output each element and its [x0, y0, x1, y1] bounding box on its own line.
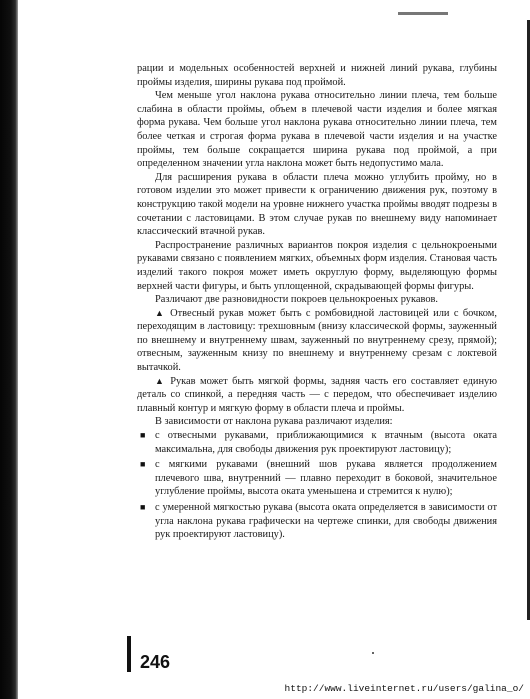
paragraph-text: Рукав может быть мягкой формы, задняя часть его составляет единую деталь со спинкой, а передняя часть — с передом, что обеспечивает изделию плавный контур и мягкую форму в области плеча и проймы.	[137, 375, 498, 414]
page-body	[137, 62, 497, 544]
list-item	[137, 458, 497, 499]
paragraph: В зависимости от наклона рукава различают изделия:	[155, 416, 393, 428]
paragraph-text: Отвесный рукав может быть с ромбовидной ластовицей или с бочком, переходящим в ластовицу: трехшовным (внизу классической формы, зауженный по внешнему и внутреннему швам, зауженный по внутреннему срезу, прямой); отвесным, зауженным книзу по внешнему и внутреннему срезам с локтевой вытачкой.	[137, 307, 497, 374]
triangle-marker-icon: ▲	[155, 307, 166, 318]
square-bullet-icon: ■	[140, 459, 146, 470]
page-number-rule	[127, 636, 131, 672]
paragraph-triangle	[137, 307, 497, 375]
list-item-text: с отвесными рукавами, приближающимися к втачным (высота оката максимальна, для свободы движения рук проектируют ластовицу);	[155, 430, 497, 455]
scan-top-mark	[398, 12, 448, 15]
square-bullet-icon: ■	[140, 502, 146, 512]
footer-url-link[interactable]: http://www.liveinternet.ru/users/galina_o/	[284, 683, 524, 694]
list-item-text: с умеренной мягкостью рукава (высота оката определяется в зависимости от угла наклона рукава графически на чертеже спинки, для свободы движения рук проектируют ластовицу).	[155, 502, 497, 541]
scan-speck	[372, 652, 374, 654]
page-number: 246	[140, 652, 171, 672]
paragraph: Различают две разновидности покроев цельнокроеных рукавов.	[155, 294, 439, 306]
list-item-text: с мягкими рукавами (внешний шов рукава является продолжением плечевого шва, внутренний — плавно переходит в боковой, значительное углубление проймы, высота оката уменьшена и стремится к нулю);	[155, 459, 497, 498]
list-item	[137, 501, 497, 542]
paragraph: Для расширения рукава в области плеча можно углубить пройму, но в готовом изделии это может привести к ограничению движения рук, поэтому в конструкцию такой модели на уровне нижнего участка проймы вводят подрезы в сочетании с ластовицами. В этом случае рукав по внешнему виду напоминает классический втачной рукав.	[137, 171, 497, 238]
scan-dark-edge	[0, 0, 18, 699]
list-item	[137, 429, 497, 456]
square-bullet-icon: ■	[140, 430, 146, 441]
triangle-marker-icon: ▲	[155, 375, 166, 386]
paragraph: Чем меньше угол наклона рукава относительно линии плеча, тем больше слабина в области проймы, объем в плечевой части изделия и более мягкая форма рукава. Чем больше угол наклона рукава относительно линии плеча, тем более четкая и строгая форма рукава в плечевой части изделия и на участке проймы, тем больше сокращается ширина рукава под проймой, а при определенном значении угла наклона может быть недопустимо мала.	[137, 90, 497, 170]
paragraph-triangle	[137, 375, 497, 416]
paragraph: Распространение различных вариантов покроя изделия с цельнокроеными рукавами связано с появлением мягких, объемных форм изделия. Становая часть изделий такого покроя может иметь округлую форму, выделяющую формы верхней части фигуры, и быть уплощенной, скрадывающей формы фигуры.	[137, 239, 497, 292]
paragraph: рации и модельных особенностей верхней и нижней линий рукава, глубины проймы изделия, ширины рукава под проймой.	[137, 63, 497, 88]
bullet-list	[137, 429, 497, 542]
